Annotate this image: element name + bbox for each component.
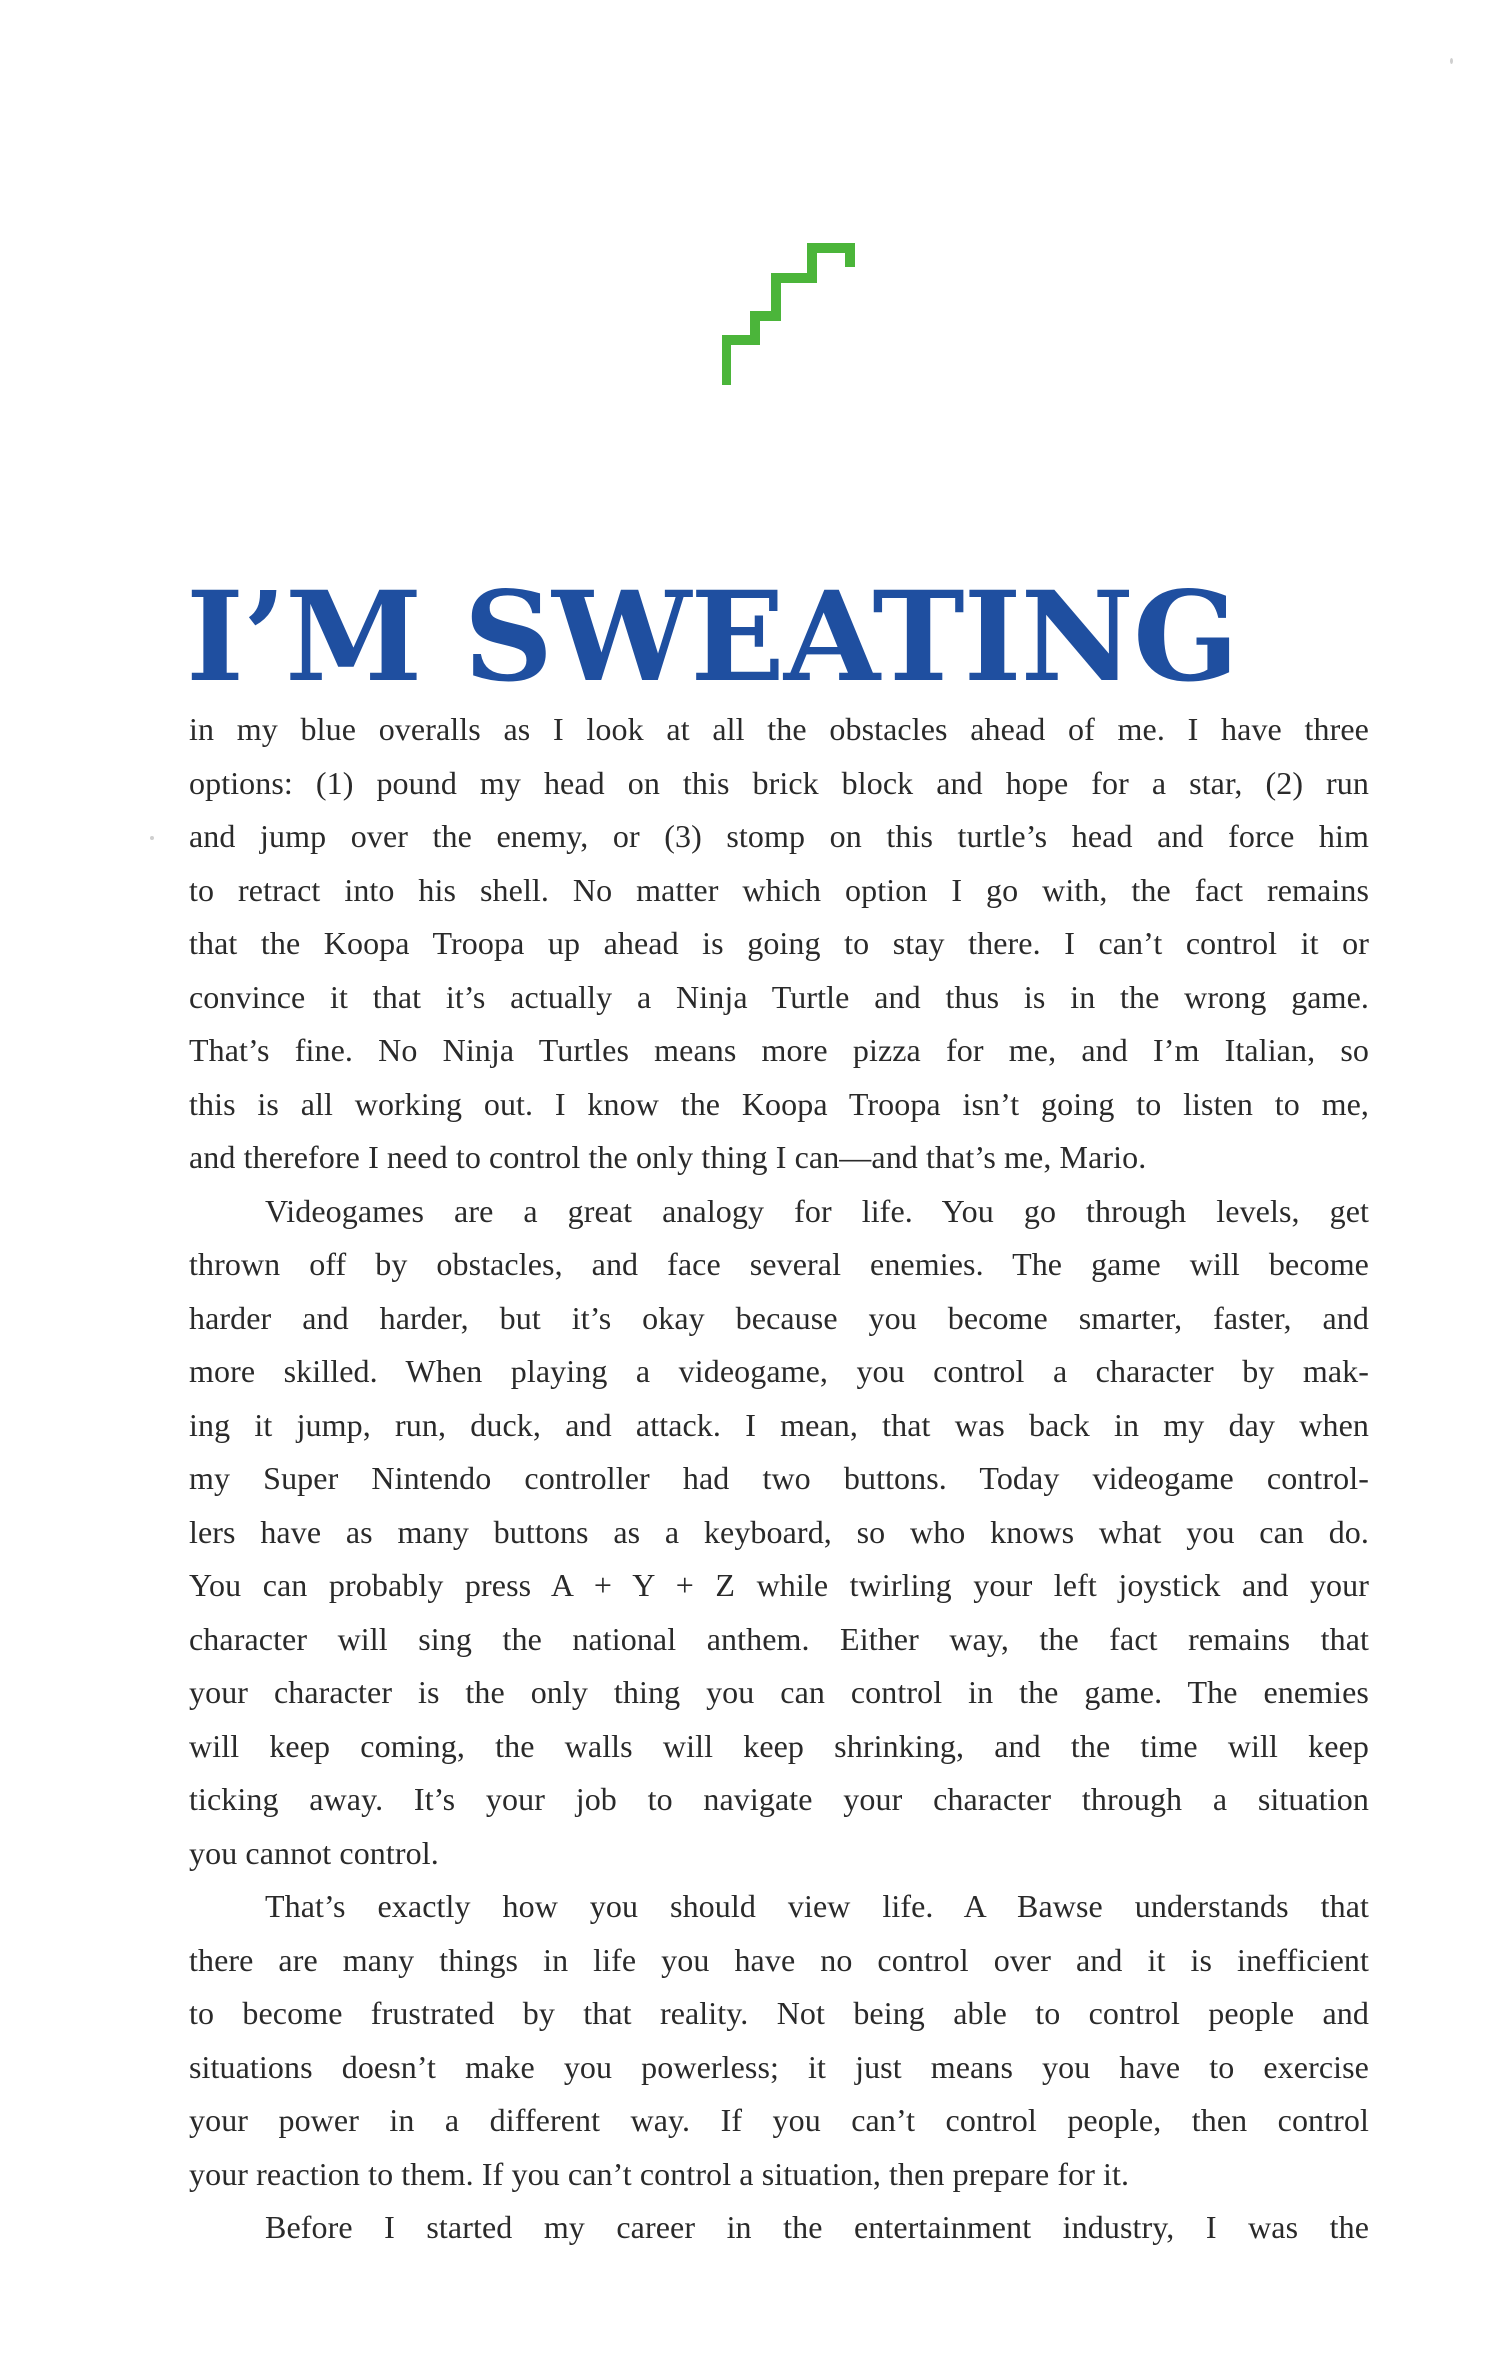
text-line: your power in a different way. If you can’t control people, then control — [189, 2102, 1369, 2138]
text-line: Videogames are a great analogy for life. You go through levels, get — [265, 1192, 1369, 1229]
text-line: That’s exactly how you should view life. A Bawse understands that — [265, 1888, 1369, 1924]
text-line: will keep coming, the walls will keep shrinking, and the time will keep — [189, 1727, 1369, 1764]
text-line: situations doesn’t make you powerless; it just means you have to exercise — [189, 2048, 1369, 2085]
green-staircase-icon — [722, 238, 862, 388]
text-line: ing it jump, run, duck, and attack. I mean, that was back in my day when — [189, 1406, 1369, 1443]
chapter-headline: I’M SWEATING — [186, 565, 1238, 710]
text-line: You can probably press A + Y + Z while twirling your left joystick and your — [189, 1567, 1369, 1603]
text-line: you cannot control. — [189, 1834, 439, 1871]
paragraph — [189, 703, 1369, 1185]
text-line: That’s fine. No Ninja Turtles means more pizza for me, and I’m Italian, so — [189, 1032, 1369, 1068]
text-line: that the Koopa Troopa up ahead is going to stay there. I can’t control it or — [189, 925, 1369, 961]
text-line: there are many things in life you have no control over and it is inefficient — [189, 1941, 1369, 1978]
text-line: ticking away. It’s your job to navigate your character through a situation — [189, 1781, 1369, 1817]
text-line: this is all working out. I know the Koopa Troopa isn’t going to listen to me, — [189, 1085, 1369, 1122]
text-line: Before I started my career in the entertainment industry, I was the — [265, 2209, 1369, 2245]
text-line: lers have as many buttons as a keyboard, so who knows what you can do. — [189, 1513, 1369, 1550]
text-line: convince it that it’s actually a Ninja Turtle and thus is in the wrong game. — [189, 978, 1369, 1015]
text-line: and jump over the enemy, or (3) stomp on this turtle’s head and force him — [189, 818, 1369, 854]
text-line: my Super Nintendo controller had two buttons. Today videogame control- — [189, 1460, 1369, 1496]
text-line: more skilled. When playing a videogame, you control a character by mak- — [189, 1353, 1369, 1389]
text-line: to become frustrated by that reality. Not being able to control people and — [189, 1995, 1369, 2031]
body-text — [189, 703, 1369, 2255]
paper-speck — [1450, 58, 1453, 64]
paragraph — [189, 1185, 1369, 1881]
text-line: character will sing the national anthem. Either way, the fact remains that — [189, 1620, 1369, 1657]
text-line: options: (1) pound my head on this brick block and hope for a star, (2) run — [189, 764, 1369, 801]
text-line: to retract into his shell. No matter which option I go with, the fact remains — [189, 871, 1369, 908]
paragraph — [189, 1880, 1369, 2201]
text-line: harder and harder, but it’s okay because you become smarter, faster, and — [189, 1299, 1369, 1336]
text-line: your reaction to them. If you can’t control a situation, then prepare for it. — [189, 2155, 1130, 2192]
text-line: thrown off by obstacles, and face several enemies. The game will become — [189, 1246, 1369, 1282]
text-line: your character is the only thing you can control in the game. The enemies — [189, 1674, 1369, 1710]
paper-speck — [150, 836, 154, 840]
text-line: and therefore I need to control the only thing I can—and that’s me, Mario. — [189, 1139, 1147, 1175]
paragraph — [189, 2201, 1369, 2255]
text-line: in my blue overalls as I look at all the obstacles ahead of me. I have three — [189, 711, 1369, 747]
